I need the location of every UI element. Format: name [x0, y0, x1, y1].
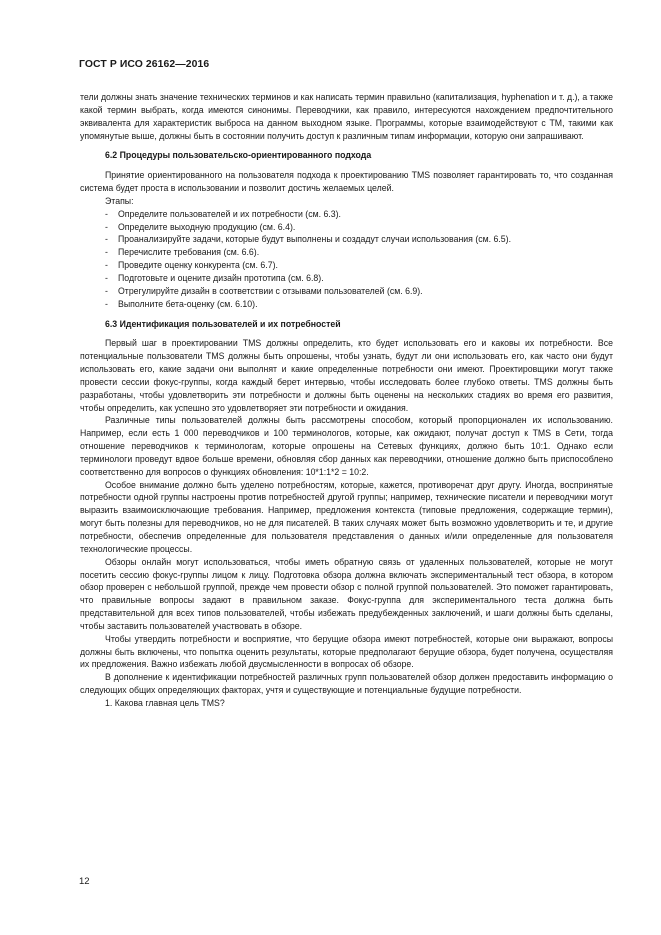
- list-item: - Проанализируйте задачи, которые будут выполнены и создадут случаи использования (см. 6.5).: [105, 233, 613, 246]
- body-paragraph: Особое внимание должно быть уделено потребностям, которые, кажется, противоречат друг другу. Иногда, воспринятые потребности одной группы настроены против потребностей другой группы; например, технические писатели и переводчики могут выразить взаимоисключающие требования. Например, предложения контекста (типовые предложения, содержащие термин), могут быть полезны для переводчиков, но не для писателей. В таких случаях может быть возможно удовлетворить и те, и другие потребности, обеспечив определенные для пользователя представления о данных и/или определенные для пользователя технологические процессы.: [80, 479, 613, 554]
- body-paragraph: В дополнение к идентификации потребностей различных групп пользователей обзор должен предоставить информацию о следующих общих определяющих факторах, учтя и существующие и потенциальные будущие потребности.: [80, 672, 613, 696]
- page-header-title: ГОСТ Р ИСО 26162—2016: [79, 59, 210, 70]
- page-number: 12: [79, 876, 90, 887]
- section-6-2-paragraph: Принятие ориентированного на пользователя подхода к проектированию TMS позволяет гарантировать то, что созданная система будет проста в использовании и позволит достичь желаемых целей.: [80, 170, 613, 194]
- document-body: [80, 91, 613, 710]
- survey-question: 1. Какова главная цель TMS?: [105, 697, 225, 708]
- stages-label: Этапы:: [105, 195, 134, 206]
- list-item: - Отрегулируйте дизайн в соответствии с отзывами пользователей (см. 6.9).: [105, 285, 613, 298]
- section-6-3-heading: 6.3 Идентификация пользователей и их потребностей: [105, 318, 341, 329]
- list-item: - Выполните бета-оценку (см. 6.10).: [105, 298, 613, 311]
- section-6-2-heading: 6.2 Процедуры пользовательско-ориентированного подхода: [105, 150, 372, 161]
- list-item: - Перечислите требования (см. 6.6).: [105, 246, 613, 259]
- body-paragraph: Первый шаг в проектировании TMS должны определить, кто будет использовать его и каковы их потребности. Все потенциальные пользователи TMS должны быть опрошены, чтобы узнать, будут ли они использовать его, как часто они будут использовать его, какие задачи они выполнят и какие определенные потребности они имеют. Проектировщики могут также провести сессии фокус-группы, когда каждый берет интервью, чтобы исследовать более глубоко ответы. TMS должны быть разработаны, чтобы удовлетворить эти потребности и должны быть оценены на нескольких стадиях во время его развития, чтобы определить, как успешно это удовлетворяет эти потребности и ожидания.: [80, 338, 613, 413]
- list-item: - Определите выходную продукцию (см. 6.4).: [105, 221, 613, 234]
- body-paragraph: Различные типы пользователей должны быть рассмотрены способом, который пропорционален их использованию. Например, если есть 1 000 переводчиков и 100 терминологов, которые, как ожидают, получат доступ к TMS в Сети, тогда отношение переводчиков к терминологам, которые опрошены на Сетевых функциях, должно быть 10:1. Однако если терминологи проведут вдвое больше времени, обновляя сбор данных как переводчики, отношение должно быть приспособлено соответственно для вопросов о функциях обновления: 10*1:1*2 = 10:2.: [80, 415, 613, 477]
- body-paragraph: Чтобы утвердить потребности и восприятие, что берущие обзора имеют потребностей, которые они выражают, вопросы должны быть включены, что попытка оценить результаты, которые предполагают берущие обзора, будет получена, осуществляя их предложения. Важно избежать любой двусмысленности в вопросах об обзоре.: [80, 633, 613, 670]
- body-paragraph: Обзоры онлайн могут использоваться, чтобы иметь обратную связь от удаленных пользователей, которые не могут посетить сессию фокус-группы лицом к лицу. Подготовка обзора должна включать экспериментальный тест обзора, в котором обзор проверен с небольшой группой, прежде чем провести обзор с полной группой пользователей. Это поможет гарантировать, что правильные вопросы задают в правильном заказе. Фокус-группа для экспериментального теста должна быть представительной для всех типов пользователей, чтобы избежать предубежденных заключений, и шаги должны быть сделаны, чтобы заставить пользователей участвовать в обзоре.: [80, 556, 613, 631]
- intro-paragraph: тели должны знать значение технических терминов и как написать термин правильно (капитализация, hyphenation и т. д.), а также какой термин выбрать, когда имеются синонимы. Переводчики, как правило, интересуются нахождением предпочтительного эквивалента для характеристик выброса на данном выходном языке. Программы, которые взаимодействуют с ТМ, такими как упомянутые выше, должны быть в состоянии получить доступ к различным типам информации, которую они запрашивают.: [80, 92, 613, 141]
- steps-list: [80, 208, 613, 311]
- list-item: - Определите пользователей и их потребности (см. 6.3).: [105, 208, 613, 221]
- list-item: - Подготовьте и оцените дизайн прототипа (см. 6.8).: [105, 272, 613, 285]
- list-item: - Проведите оценку конкурента (см. 6.7).: [105, 259, 613, 272]
